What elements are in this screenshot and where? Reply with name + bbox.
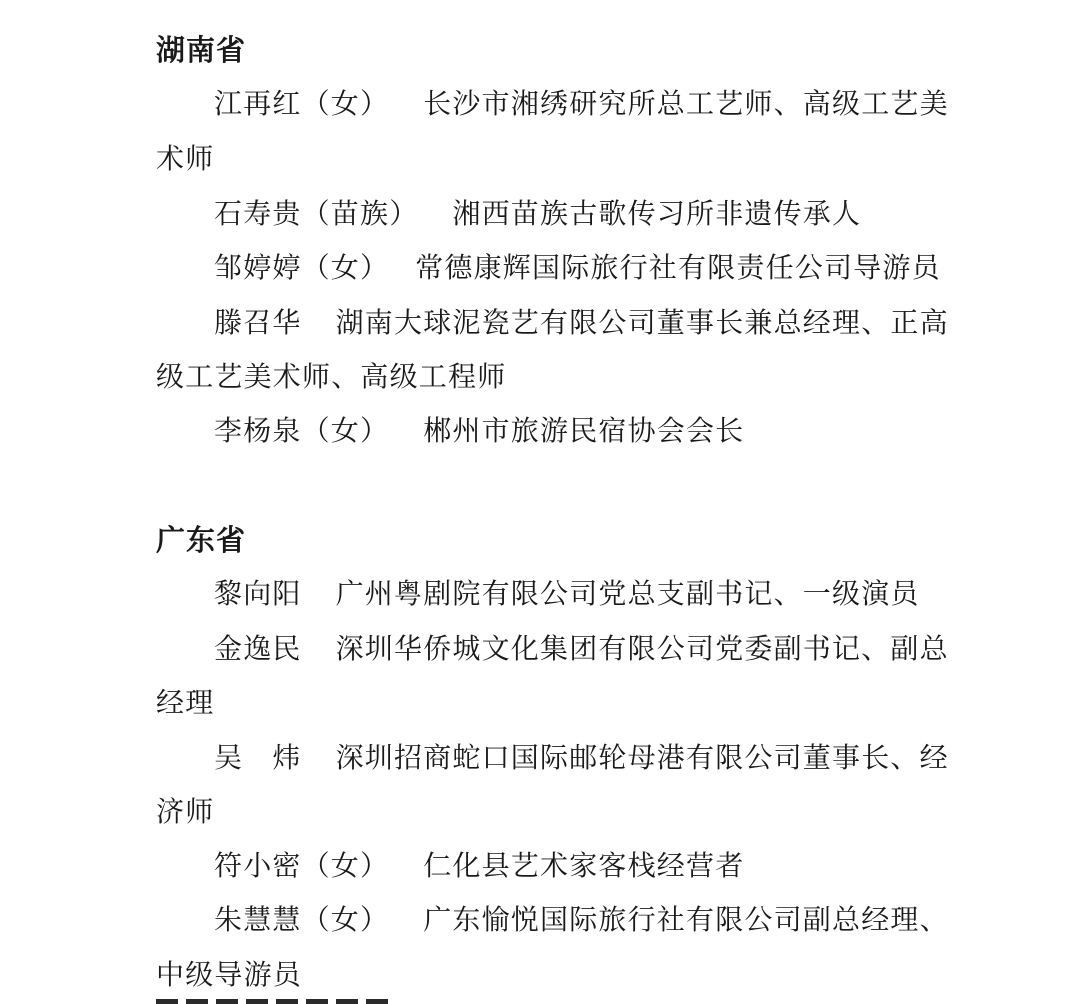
entry-title: 长沙市湘绣研究所总工艺师、高级工艺美: [423, 87, 949, 120]
entry-continuation: 济师: [156, 795, 215, 828]
entry-title: 仁化县艺术家客栈经营者: [423, 849, 745, 882]
entry-name: 江再红（女）: [214, 87, 390, 120]
section-heading-hunan: 湖南省: [156, 33, 247, 67]
cropped-text-line: [156, 990, 396, 1004]
entry-line: [214, 576, 920, 612]
entry-name: 黎向阳: [214, 577, 302, 610]
entry-title: 深圳华侨城文化集团有限公司党委副书记、副总: [335, 632, 949, 665]
entry-name: 李杨泉（女）: [214, 414, 390, 447]
entry-name: 滕召华: [214, 306, 302, 339]
entry-title: 郴州市旅游民宿协会会长: [423, 414, 745, 447]
entry-name: 朱慧慧（女）: [214, 903, 390, 936]
entry-continuation: 术师: [156, 142, 215, 175]
entry-name: 邹婷婷（女）: [214, 251, 390, 284]
entry-name: 吴 炜: [214, 741, 302, 774]
entry-title: 湘西苗族古歌传习所非遗传承人: [452, 197, 862, 230]
entry-line: [214, 740, 949, 776]
entry-line: [214, 902, 949, 938]
entry-line: [214, 250, 941, 286]
entry-continuation: 中级导游员: [156, 958, 303, 991]
entry-title: 深圳招商蛇口国际邮轮母港有限公司董事长、经: [335, 741, 949, 774]
entry-name: 金逸民: [214, 632, 302, 665]
entry-title: 湖南大球泥瓷艺有限公司董事长兼总经理、正高: [335, 306, 949, 339]
entry-line: [214, 413, 744, 449]
entry-line: [214, 196, 861, 232]
entry-name: 符小密（女）: [214, 849, 390, 882]
entry-line: [214, 848, 744, 884]
entry-name: 石寿贵（苗族）: [214, 197, 419, 230]
entry-line: [214, 631, 949, 667]
entry-title: 广州粤剧院有限公司党总支副书记、一级演员: [335, 577, 920, 610]
entry-continuation: 级工艺美术师、高级工程师: [156, 360, 507, 393]
entry-continuation: 经理: [156, 686, 215, 719]
entry-line: [214, 86, 949, 122]
section-heading-guangdong: 广东省: [156, 523, 247, 557]
entry-line: [214, 305, 949, 341]
entry-title: 广东愉悦国际旅行社有限公司副总经理、: [423, 903, 949, 936]
entry-title: 常德康辉国际旅行社有限责任公司导游员: [415, 251, 941, 284]
